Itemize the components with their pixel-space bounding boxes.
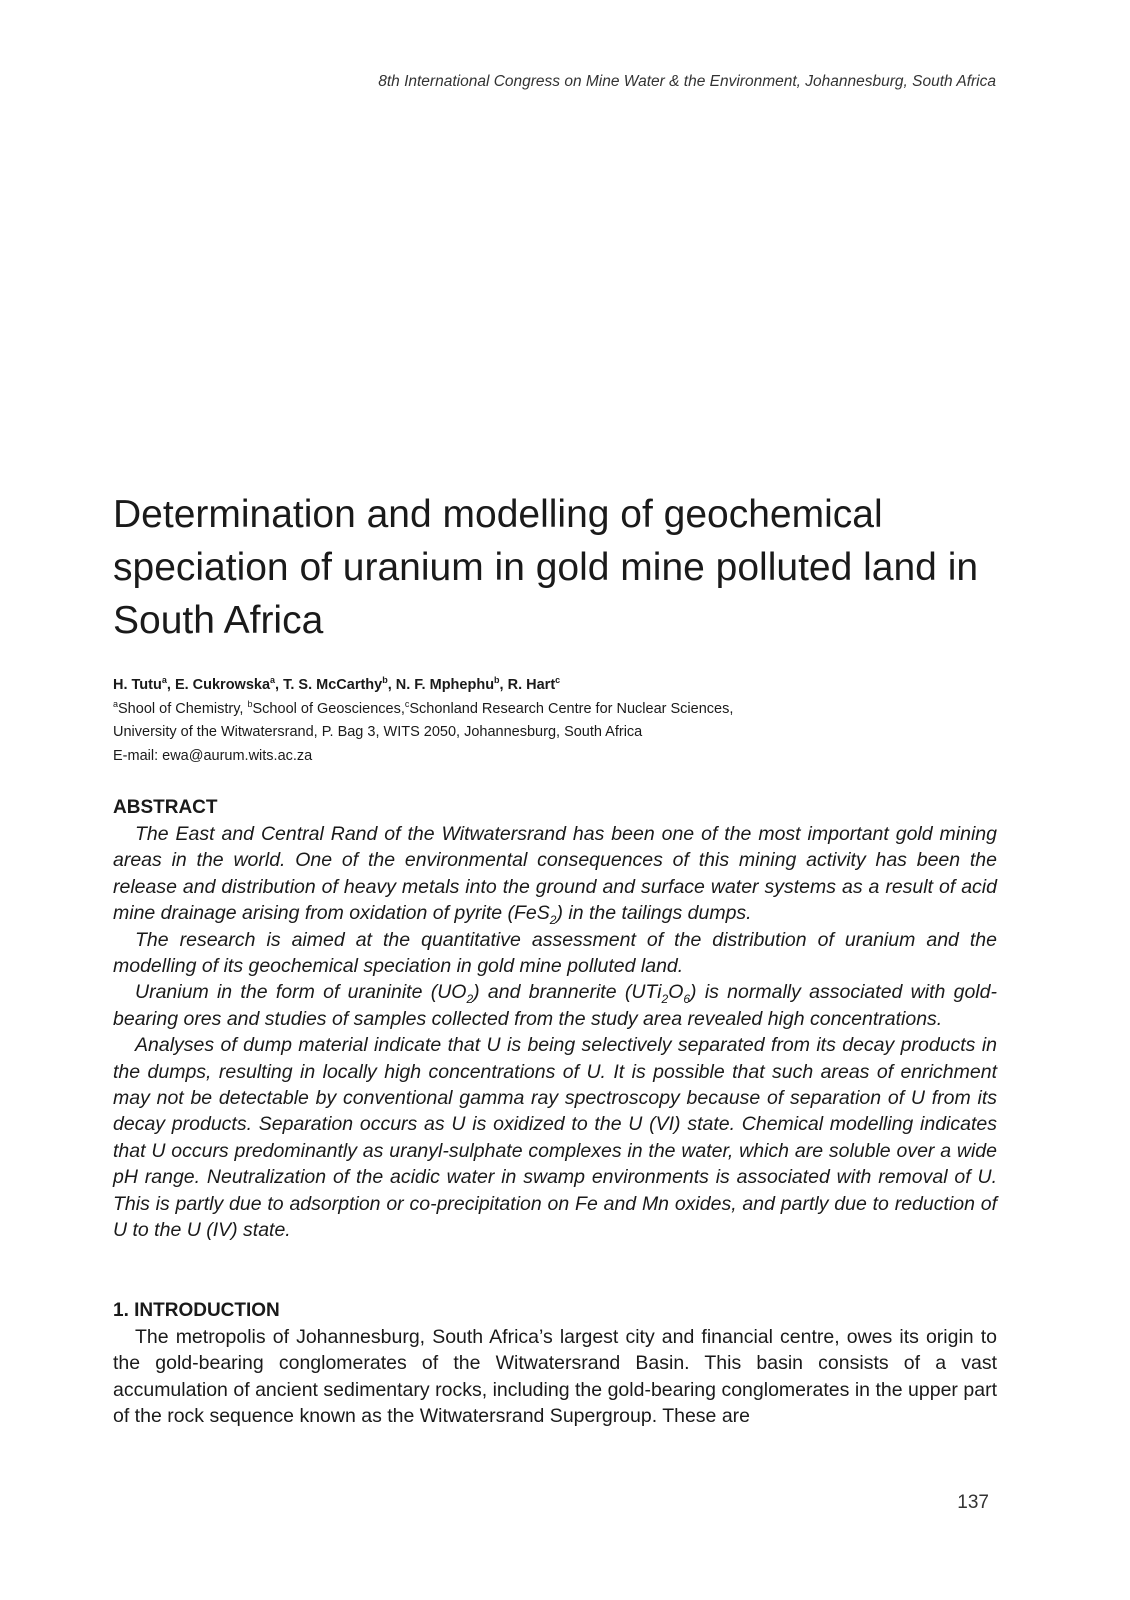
author-affiliation-mark: a [270, 675, 276, 686]
subscript: 2 [549, 913, 557, 928]
author-name: R. Hart [507, 677, 556, 693]
author-separator: , [166, 677, 175, 693]
affiliation-mark: b [247, 698, 253, 709]
paper-title [113, 488, 1013, 647]
subscript: 6 [683, 992, 691, 1007]
title-line: South Africa [113, 599, 324, 642]
abstract-body [113, 821, 997, 1244]
text-run: ) and brannerite (UTi [473, 981, 662, 1004]
text-run: Uranium in the form of uraninite (UO [135, 981, 467, 1004]
title-line: Determination and modelling of geochemical [113, 493, 883, 536]
author-block [113, 674, 1003, 768]
affiliation-mark: c [404, 698, 410, 709]
text-run: O [668, 981, 684, 1004]
page-number: 137 [957, 1492, 989, 1513]
text-run: ) is normally associated with gold-bearing ores and studies of samples collected from the study area revealed high concentrations. [113, 981, 997, 1030]
university-address: University of the Witwatersrand, P. Bag 3, WITS 2050, Johannesburg, South Africa [113, 724, 643, 740]
title-line: speciation of uranium in gold mine polluted land in [113, 546, 979, 589]
author-separator: , [387, 677, 396, 693]
introduction-body [113, 1324, 997, 1430]
abstract-heading: ABSTRACT [113, 797, 218, 818]
abstract-paragraph [113, 979, 997, 1032]
author-name: E. Cukrowska [174, 677, 271, 693]
author-separator: , [499, 677, 508, 693]
affiliation-line [113, 698, 1003, 722]
affiliation-text: Schonland Research Centre for Nuclear Sciences, [409, 700, 734, 717]
affiliation-mark: a [113, 698, 119, 709]
subscript: 2 [466, 992, 474, 1007]
contact-email: E-mail: ewa@aurum.wits.ac.za [113, 747, 313, 764]
author-list [113, 674, 1003, 698]
introduction-heading: 1. INTRODUCTION [113, 1300, 280, 1321]
text-run: ) in the tailings dumps. [556, 902, 752, 925]
introduction-paragraph: The metropolis of Johannesburg, South Africa’s largest city and financial centre, owes its origin to the gold-bearing conglomerates of the Witwatersrand Basin. This basin consists of a vast accumulation of ancient sedimentary rocks, including the gold-bearing conglomerates in the upper part of the rock sequence known as the Witwatersrand Supergroup. These are [113, 1326, 997, 1428]
author-separator: , [275, 677, 284, 693]
author-affiliation-mark: a [161, 675, 167, 686]
author-affiliation-mark: b [494, 675, 500, 686]
running-header: 8th International Congress on Mine Water & the Environment, Johannesburg, South Africa [378, 73, 996, 90]
text-run: The East and Central Rand of the Witwatersrand has been one of the most important gold mining areas in the world. One of the environmental consequences of this mining activity has been the release and distribution of heavy metals into the ground and surface water systems as a result of acid mine drainage arising from oxidation of pyrite (FeS [113, 823, 997, 925]
introduction-section [113, 1298, 997, 1430]
abstract-paragraph: Analyses of dump material indicate that U is being selectively separated from its decay products in the dumps, resulting in locally high concentrations of U. It is possible that such areas of enrichment may not be detectable by conventional gamma ray spectroscopy because of separation of U from its decay products. Separation occurs as U is oxidized to the U (VI) state. Chemical modelling indicates that U occurs predominantly as uranyl-sulphate complexes in the water, which are soluble over a wide pH range. Neutralization of the acidic water in swamp environments is associated with removal of U. This is partly due to adsorption or co-precipitation on Fe and Mn oxides, and partly due to reduction of U to the U (IV) state. [113, 1034, 997, 1242]
author-name: T. S. McCarthy [283, 677, 383, 693]
subscript: 2 [661, 992, 669, 1007]
abstract-paragraph: The research is aimed at the quantitative assessment of the distribution of uranium and the modelling of its geochemical speciation in gold mine polluted land. [113, 928, 997, 978]
affiliation-text: School of Geosciences, [252, 700, 405, 717]
author-affiliation-mark: c [555, 675, 561, 686]
abstract-paragraph [113, 821, 997, 927]
author-affiliation-mark: b [382, 675, 388, 686]
author-name: H. Tutu [113, 677, 162, 693]
abstract-section [113, 795, 997, 1244]
affiliation-text: Shool of Chemistry, [118, 700, 248, 717]
author-name: N. F. Mphephu [395, 677, 495, 693]
